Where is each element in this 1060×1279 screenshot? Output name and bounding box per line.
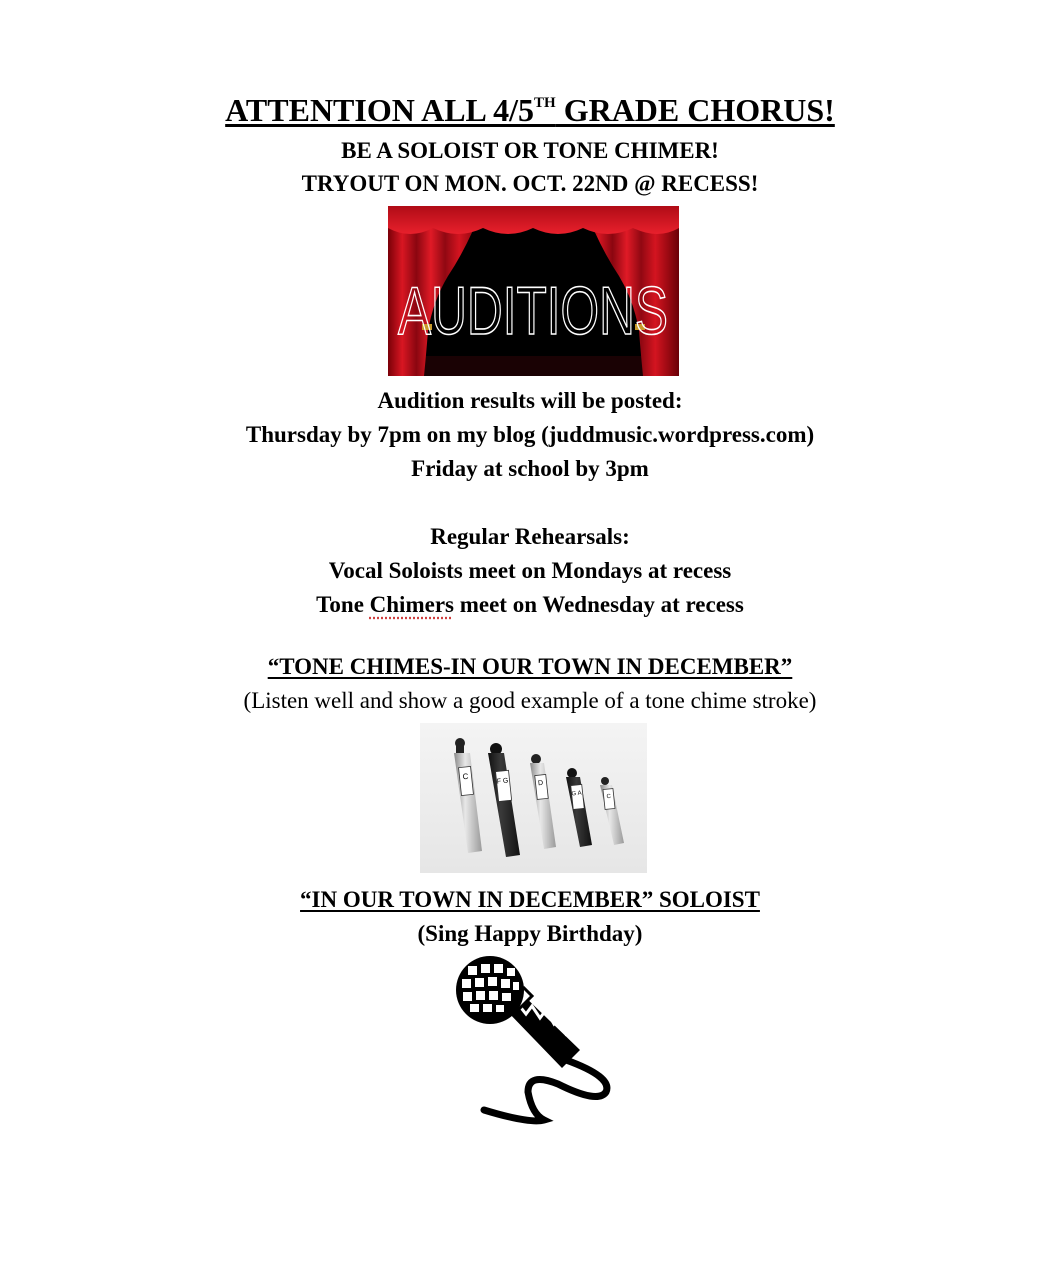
soloist-callout: BE A SOLOIST OR TONE CHIMER! [341,138,719,163]
results-school-line: Friday at school by 3pm [411,456,649,481]
tone-prefix: Tone [316,592,370,617]
results-heading: Audition results will be posted: [377,388,683,413]
tone-chimes-image [420,723,647,873]
auditions-text: AUDITIONS [398,273,668,349]
chime-3-label: D [537,779,544,788]
soloist-note: (Sing Happy Birthday) [417,921,643,946]
auditions-curtain-image [388,206,679,376]
chime-1-label: C [462,771,469,782]
title-superscript: TH [534,95,556,111]
title-text-end: GRADE CHORUS! [555,92,835,128]
tone-rehearsal-line [0,592,1060,618]
flyer-title [0,92,1060,129]
tone-chimes-note: (Listen well and show a good example of a tone chime stroke) [243,688,817,713]
vocal-rehearsal-line: Vocal Soloists meet on Mondays at recess [328,558,732,583]
microphone-icon [448,952,618,1132]
chime-4-label: G A [571,790,582,798]
title-text: ATTENTION ALL 4/5 [225,92,534,128]
chimers-word: Chimers [369,592,454,617]
rehearsals-heading: Regular Rehearsals: [430,524,630,549]
results-blog-line: Thursday by 7pm on my blog (juddmusic.wordpress.com) [245,422,815,447]
chime-2-label: F G [496,777,509,786]
chime-5-label: C [606,793,612,801]
tryout-date: TRYOUT ON MON. OCT. 22ND @ RECESS! [301,171,759,196]
soloist-heading: “IN OUR TOWN IN DECEMBER” SOLOIST [300,887,760,912]
tone-suffix: meet on Wednesday at recess [453,592,744,617]
tone-chimes-heading: “TONE CHIMES-IN OUR TOWN IN DECEMBER” [267,654,793,679]
